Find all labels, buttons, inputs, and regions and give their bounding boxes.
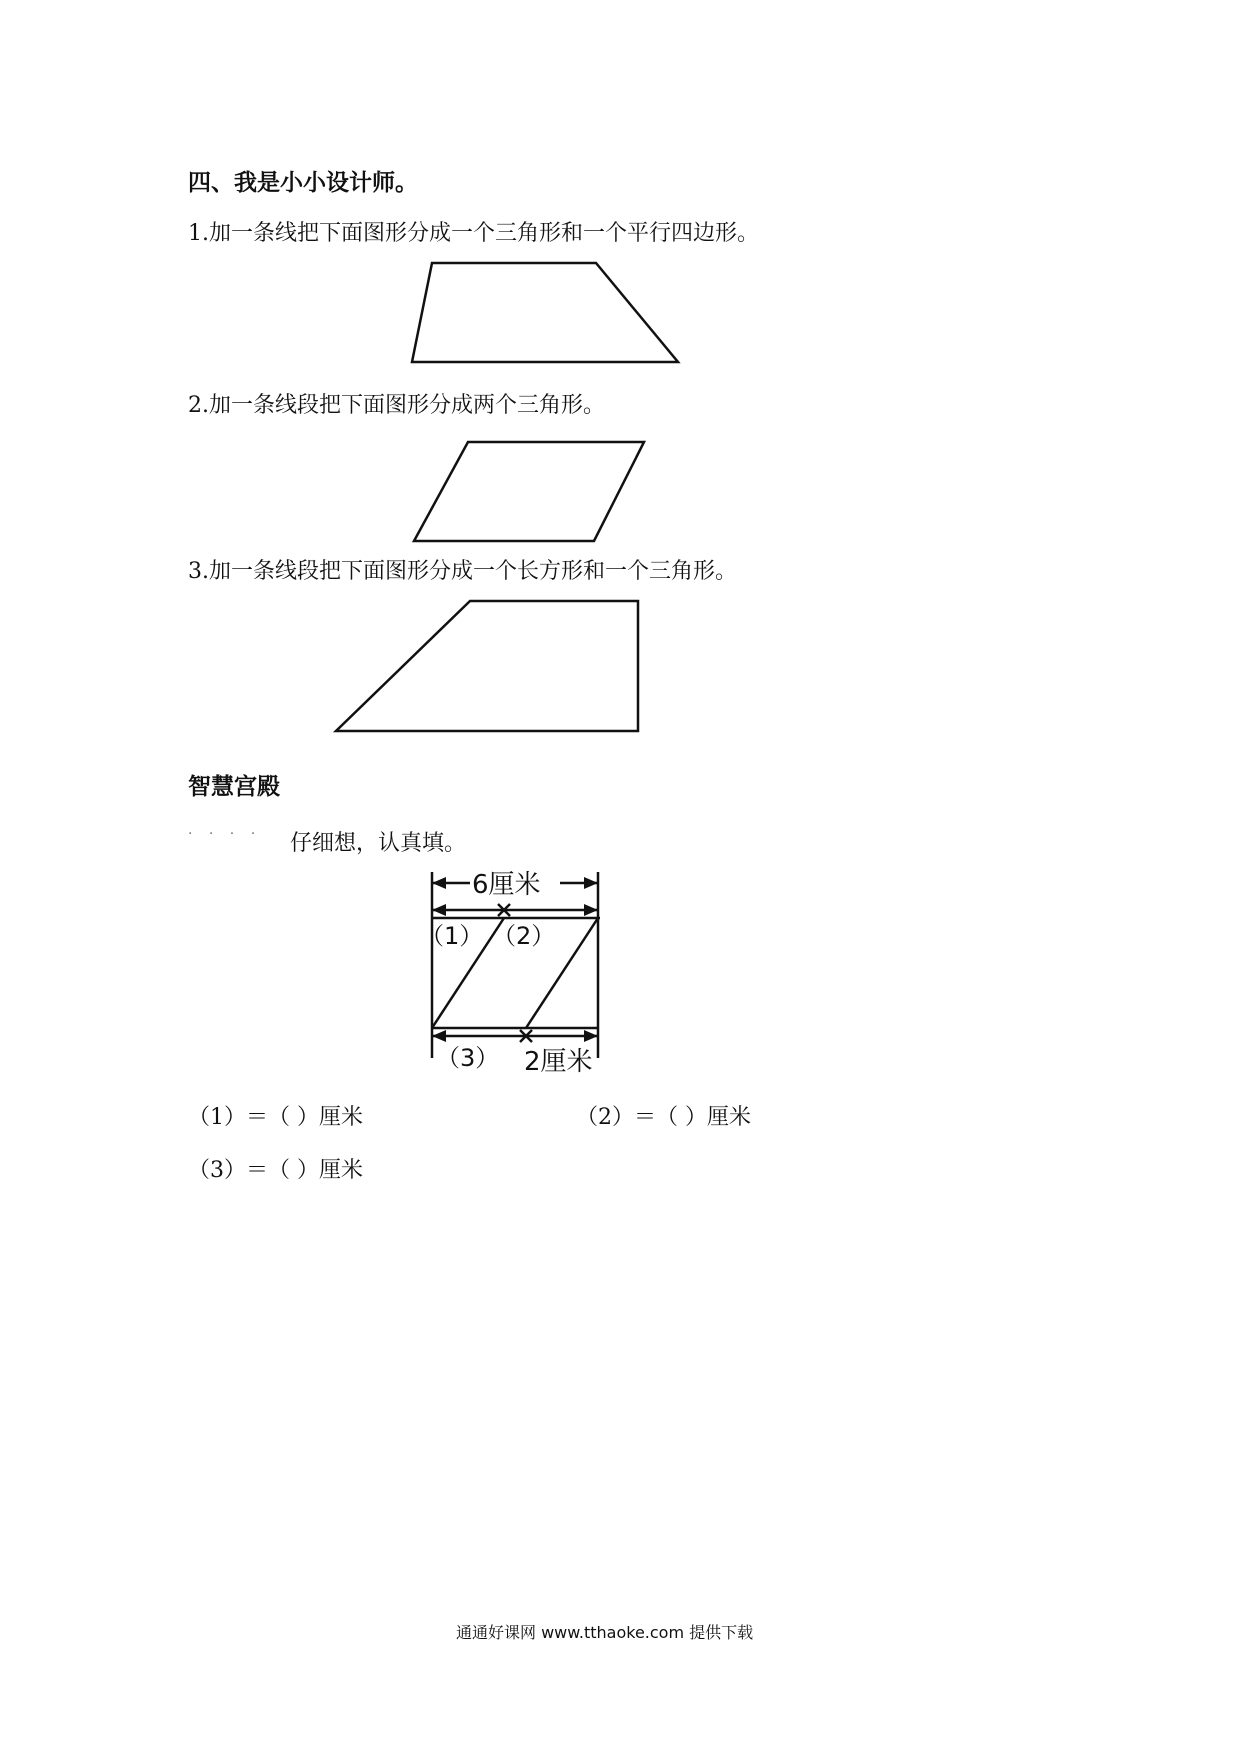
- segment-label-3: （3）: [436, 1044, 500, 1072]
- instruction-text: 仔细想，认真填。: [290, 831, 467, 856]
- segment-label-2: （2）: [492, 922, 556, 950]
- section-heading: 四、我是小小设计师。: [188, 170, 418, 196]
- answer-1: （1）＝（ ）厘米: [188, 1105, 363, 1130]
- answer-3: （3）＝（ ）厘米: [188, 1158, 363, 1183]
- question-1: 1.加一条线把下面图形分成一个三角形和一个平行四边形。: [188, 221, 759, 246]
- segment-label-1: （1）: [420, 922, 484, 950]
- footer-text: 通通好课网 www.tthaoke.com 提供下载: [456, 1623, 754, 1642]
- wisdom-heading: 智慧宫殿: [188, 774, 280, 800]
- question-3: 3.加一条线段把下面图形分成一个长方形和一个三角形。: [188, 559, 737, 584]
- bottom-length-label: 2厘米: [524, 1047, 593, 1077]
- question-2: 2.加一条线段把下面图形分成两个三角形。: [188, 393, 605, 418]
- answer-2: （2）＝（ ）厘米: [576, 1105, 751, 1130]
- leading-dots: . . . .: [188, 822, 262, 838]
- top-length-label: 6厘米: [472, 870, 541, 900]
